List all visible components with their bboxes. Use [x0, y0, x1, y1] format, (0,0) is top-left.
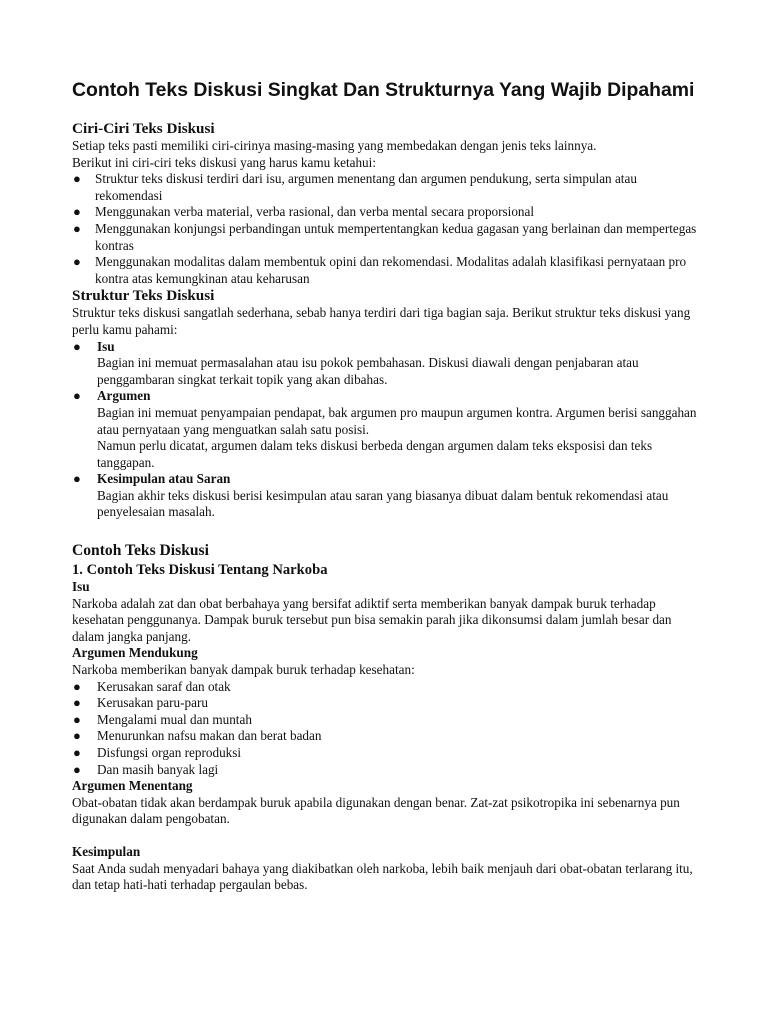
menentang-label: Argumen Menentang [72, 778, 193, 794]
bullet-icon: ● [73, 728, 81, 744]
menentang-text: Obat-obatan tidak akan berdampak buruk apabila digunakan dengan benar. Zat-zat psikotropika ini sebenarnya pun digunakan dalam pengobatan. [72, 794, 680, 827]
bullet-icon: ● [73, 388, 81, 404]
struktur-item-text: Bagian ini memuat penyampaian pendapat, bak argumen pro maupun argumen kontra. Argumen berisi sanggahan atau pernyataan yang menguatkan salah satu posisi. [97, 404, 697, 437]
list-item: ● Dan masih banyak lagi [73, 761, 219, 777]
pendukung-label: Argumen Mendukung [72, 645, 198, 661]
list-item: ● Menggunakan modalitas dalam membentuk opini dan rekomendasi. Modalitas adalah klasifikasi pernyataan pro kontra atas kemungkinan atau keharusan [73, 254, 687, 286]
ciri-intro-1: Setiap teks pasti memiliki ciri-cirinya masing-masing yang membedakan dengan jenis teks lainnya. [72, 138, 597, 153]
bullet-icon: ● [73, 220, 81, 236]
list-item: ● Mengalami mual dan muntah [73, 711, 252, 727]
struktur-item-text-2: Namun perlu dicatat, argumen dalam teks diskusi berbeda dengan argumen dalam teks eksposisi dan teks tanggapan. [97, 438, 653, 470]
list-item [72, 388, 702, 471]
list-item: ● Menurunkan nafsu makan dan berat badan [73, 728, 322, 744]
kesimpulan-label: Kesimpulan [72, 843, 141, 859]
ciri-heading: Ciri-Ciri Teks Diskusi [72, 120, 215, 137]
struktur-intro: Struktur teks diskusi sangatlah sederhana, sebab hanya terdiri dari tiga bagian saja. Berikut struktur teks diskusi yang perlu kamu pahami: [72, 305, 691, 337]
struktur-heading: Struktur Teks Diskusi [72, 287, 215, 305]
struktur-item-title: Argumen [97, 388, 151, 404]
bullet-icon: ● [73, 761, 81, 777]
section-ciri [72, 120, 702, 287]
ciri-intro-2: Berikut ini ciri-ciri teks diskusi yang harus kamu ketahui: [72, 154, 376, 170]
pendukung-list [72, 679, 702, 779]
list-item: ● Kerusakan saraf dan otak [73, 678, 231, 694]
bullet-icon: ● [73, 711, 81, 727]
bullet-icon: ● [73, 338, 81, 354]
bullet-icon: ● [73, 695, 81, 711]
list-item [72, 471, 702, 521]
pendukung-intro: Narkoba memberikan banyak dampak buruk terhadap kesehatan: [72, 662, 415, 678]
bullet-icon: ● [73, 204, 81, 220]
contoh-heading: Contoh Teks Diskusi [72, 542, 209, 560]
list-item: ● Menggunakan verba material, verba rasional, dan verba mental secara proporsional [73, 204, 535, 220]
struktur-item-text: Bagian ini memuat permasalahan atau isu pokok pembahasan. Diskusi diawali dengan penjabaran atau penggambaran singkat terkait topik yang akan dibahas. [97, 355, 639, 387]
isu-label: Isu [72, 579, 90, 595]
struktur-item-title: Kesimpulan atau Saran [97, 471, 231, 487]
struktur-item-title: Isu [97, 338, 115, 354]
isu-text: Narkoba adalah zat dan obat berbahaya yang bersifat adiktif serta memberikan banyak dampak buruk terhadap kesehatan penggunanya. Dampak buruk tersebut pun bisa semakin parah jika dikonsumsi dalam jumlah besar dan dalam jangka panjang. [72, 595, 672, 644]
struktur-item-text: Bagian akhir teks diskusi berisi kesimpulan atau saran yang biasanya dibuat dalam bentuk rekomendasi atau penyelesaian masalah. [97, 487, 669, 520]
kesimpulan-text: Saat Anda sudah menyadari bahaya yang diakibatkan oleh narkoba, lebih baik menjauh dari obat-obatan terlarang itu, dan tetap hati-hati terhadap pergaulan bebas. [72, 860, 693, 893]
bullet-icon: ● [73, 171, 81, 187]
list-item: ● Disfungsi organ reproduksi [73, 745, 242, 760]
document-page [72, 78, 702, 894]
bullet-icon: ● [73, 471, 81, 487]
bullet-icon: ● [73, 254, 81, 270]
list-item [72, 339, 702, 389]
struktur-list [72, 339, 702, 522]
list-item: ● Kerusakan paru-paru [73, 695, 208, 711]
bullet-icon: ● [73, 745, 81, 760]
section-struktur [72, 287, 702, 521]
bullet-icon: ● [73, 678, 81, 694]
contoh-subheading: 1. Contoh Teks Diskusi Tentang Narkoba [72, 562, 328, 579]
list-item: ● Struktur teks diskusi terdiri dari isu, argumen menentang dan argumen pendukung, serta simpulan atau rekomendasi [73, 171, 637, 203]
list-item: ● Menggunakan konjungsi perbandingan untuk mempertentangkan kedua gagasan yang berlainan dan mempertegas kontras [73, 220, 697, 253]
section-contoh [72, 541, 702, 894]
ciri-list [72, 171, 702, 287]
page-title: Contoh Teks Diskusi Singkat Dan Strukturnya Yang Wajib Dipahami [72, 79, 695, 101]
